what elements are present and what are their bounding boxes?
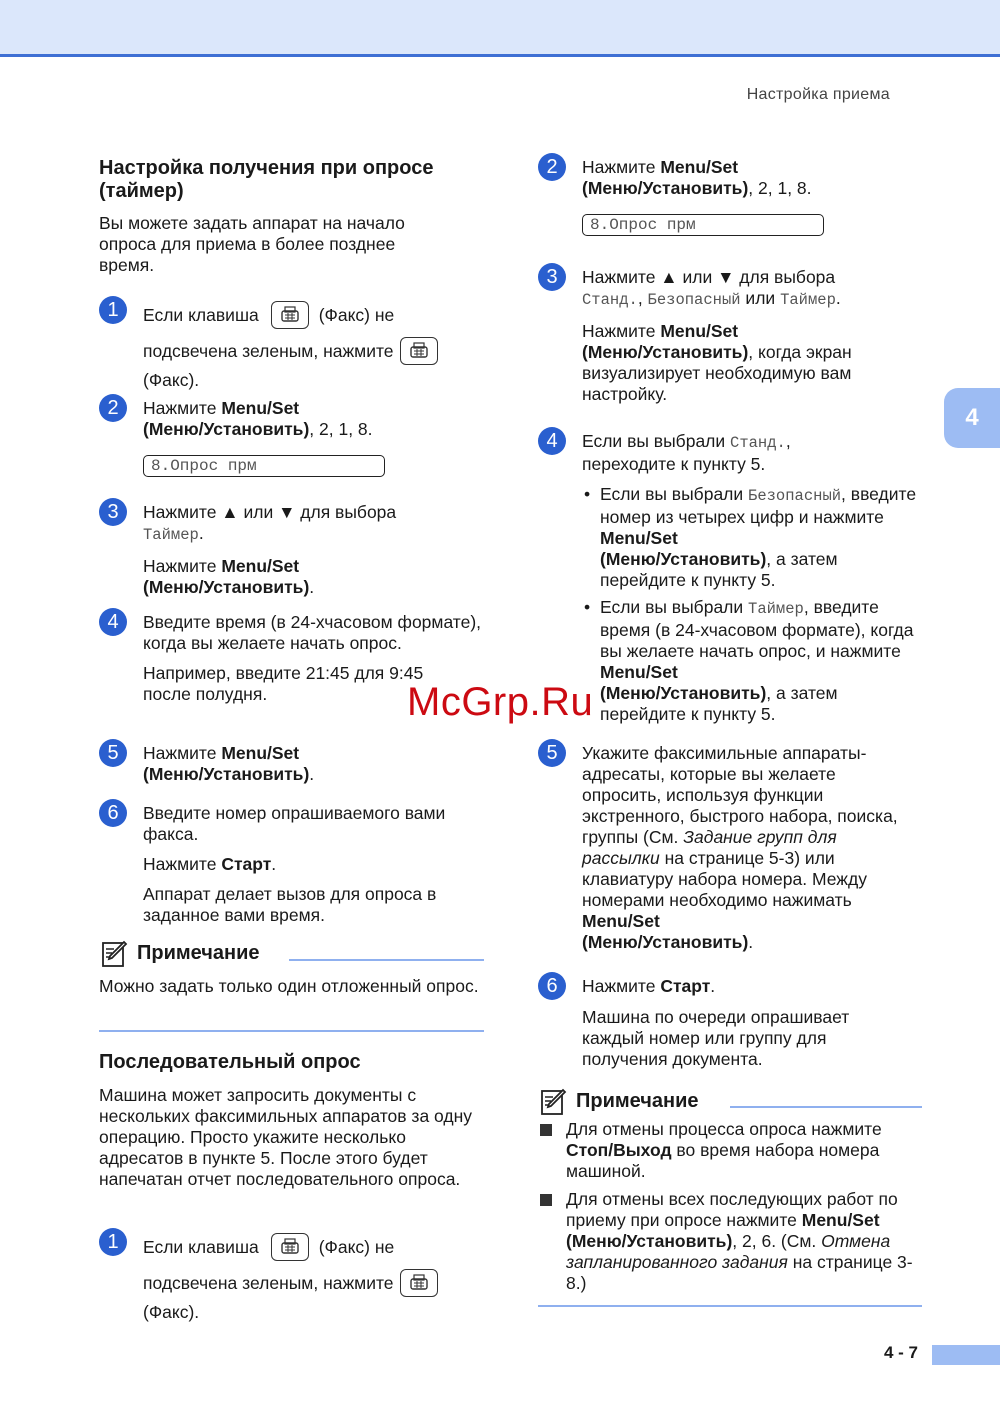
- menu-key-label-ru: (Меню/Установить): [582, 932, 749, 952]
- step-text: Аппарат делает вызов для опроса в заданное вами время.: [143, 884, 437, 925]
- menu-key-label: Menu/Set: [221, 743, 300, 763]
- step-text: Нажмите: [143, 854, 222, 874]
- step-text: Нажмите: [582, 157, 661, 177]
- step-text: (Факс) не: [318, 304, 395, 325]
- cross-reference: Отмена запланированного задания: [566, 1231, 891, 1272]
- menu-key-label: Menu: [221, 398, 268, 418]
- start-key-label: Старт: [660, 976, 711, 996]
- menu-key-label: Menu/Set: [221, 556, 300, 576]
- step-number: 2: [99, 394, 127, 422]
- note-rule: [730, 1106, 922, 1108]
- note-pencil-icon: [540, 1086, 570, 1116]
- section-header: Настройка приема: [746, 86, 890, 103]
- lcd-option: Таймер: [143, 526, 199, 544]
- menu-key-label: Menu/Set: [582, 911, 660, 931]
- menu-key-label-ru: (Меню/Установить): [143, 764, 310, 784]
- lcd-option: Таймер: [748, 600, 804, 618]
- step-text: Машина по очереди опрашивает каждый номер или группу для получения документа.: [582, 1007, 850, 1069]
- separator: ,: [637, 288, 648, 308]
- lcd-option: Безопасный: [748, 487, 842, 505]
- example-text: Например, введите 21:45 для 9:45 после полудня.: [143, 663, 424, 704]
- fax-key-icon: [400, 337, 438, 365]
- step-number: 4: [538, 427, 566, 455]
- bullet-mark: •: [584, 484, 591, 504]
- watermark: McGrp.Ru: [407, 680, 594, 724]
- menu-key-label-ru: (Меню/Установить): [600, 683, 767, 703]
- step-text: , 2, 1, 8.: [748, 178, 812, 198]
- square-bullet: [540, 1194, 552, 1206]
- note-heading: [540, 1086, 699, 1116]
- bullet-text: Если вы выбрали: [600, 484, 749, 504]
- step-text: Укажите факсимильные аппараты-адресаты, которые вы желаете опросить, используя функции экстренного, быстрого набора, поиска, группы (См.: [582, 743, 898, 847]
- square-bullet: [540, 1124, 552, 1136]
- page-number: 4 - 7: [884, 1343, 919, 1362]
- separator: /: [267, 398, 272, 418]
- step-number: 5: [538, 739, 566, 767]
- step-number: 5: [99, 739, 127, 767]
- step-number: 1: [99, 1228, 127, 1256]
- lcd-option: Безопасный: [647, 291, 741, 309]
- note-item: [566, 1189, 926, 1294]
- note-pencil-icon: [101, 938, 131, 968]
- fax-key-icon: [271, 1233, 309, 1261]
- intro-text-sequential: Машина может запросить документы с нескольких факсимильных аппаратов за одну операцию. Просто укажите несколько адресатов в пункте 5. После этого будет напечатан отчет последовательного опроса.: [99, 1085, 473, 1189]
- step-text: Нажмите: [143, 398, 222, 418]
- step-text: Нажмите: [143, 743, 222, 763]
- step-text: подсвечена зеленым, нажмите: [143, 1272, 394, 1293]
- chapter-tab: 4: [944, 388, 1000, 448]
- bullet-text: , а затем перейдите к пункту 5.: [600, 549, 838, 590]
- note-text: Можно задать только один отложенный опрос.: [99, 976, 479, 996]
- section-title-timer: Настройка получения при опросе (таймер): [99, 157, 434, 202]
- note-rule-bottom: [99, 1030, 484, 1032]
- lcd-option: Станд.: [730, 434, 786, 452]
- step-text: , переходите к пункту 5.: [582, 431, 791, 474]
- fax-key-icon: [400, 1269, 438, 1297]
- menu-key-label-ru: (Меню/Установить): [143, 419, 310, 439]
- note-rule: [289, 959, 484, 961]
- step-text: (Факс).: [143, 370, 200, 390]
- step-number: 6: [99, 799, 127, 827]
- step-text: Нажмите: [143, 556, 222, 576]
- note-label: Примечание: [576, 1089, 699, 1112]
- note-text: , 2, 6. (См.: [732, 1231, 822, 1251]
- step-text: , когда экран визуализирует необходимую вам настройку.: [582, 342, 852, 404]
- bullet-text: , введите время (в 24-хчасовом формате), когда вы желаете начать опрос, и нажмите: [600, 597, 914, 661]
- note-rule-bottom: [538, 1305, 922, 1307]
- set-key-label: Set: [271, 398, 300, 418]
- step-text: .: [198, 523, 204, 543]
- menu-key-label-ru: (Меню/Установить): [582, 342, 749, 362]
- separator: или: [740, 288, 781, 308]
- step-text: (Факс).: [143, 1302, 200, 1322]
- bullet-mark: •: [584, 597, 591, 617]
- note-label: Примечание: [137, 941, 260, 964]
- step-text: .: [309, 577, 315, 597]
- fax-key-icon: [271, 301, 309, 329]
- note-text: Для отмены всех последующих работ по приему при опросе нажмите: [566, 1189, 898, 1230]
- step-number: 1: [99, 296, 127, 324]
- step-text: Если клавиша: [143, 1236, 259, 1257]
- note-heading: [101, 938, 260, 968]
- step-text: на странице 5-3) или клавиатуру набора номера. Между номерами необходимо нажимать: [582, 848, 867, 910]
- note-text: на странице 3-8.): [566, 1252, 913, 1293]
- step-text: Нажмите: [582, 976, 661, 996]
- menu-key-label-ru: (Меню/Установить): [143, 577, 310, 597]
- step-text: Введите время (в 24-хчасовом формате), когда вы желаете начать опрос.: [143, 612, 482, 653]
- footer-bar: [932, 1345, 1000, 1365]
- intro-text: Вы можете задать аппарат на начало опроса для приема в более позднее время.: [99, 213, 405, 275]
- step-text: .: [748, 932, 754, 952]
- step-text: Если вы выбрали: [582, 431, 731, 451]
- section-title-sequential: Последовательный опрос: [99, 1051, 361, 1073]
- bullet-text: Если вы выбрали: [600, 597, 749, 617]
- start-key-label: Старт: [221, 854, 272, 874]
- step-number: 3: [538, 263, 566, 291]
- cross-reference: Задание групп для рассылки: [582, 827, 837, 868]
- menu-key-label-ru: (Меню/Установить): [600, 549, 767, 569]
- lcd-display: 8.Опрос прм: [143, 455, 385, 477]
- step-text: Нажмите ▲ или ▼ для выбора: [143, 502, 397, 522]
- lcd-option: Станд.: [582, 291, 638, 309]
- lcd-option: Таймер: [780, 291, 836, 309]
- menu-key-label: Menu/Set: [660, 157, 739, 177]
- lcd-display: 8.Опрос прм: [582, 214, 824, 236]
- step-text: .: [309, 764, 315, 784]
- step-number: 6: [538, 972, 566, 1000]
- step-number: 4: [99, 608, 127, 636]
- step-number: 3: [99, 498, 127, 526]
- note-text: Для отмены процесса опроса нажмите: [566, 1119, 882, 1139]
- bullet-text: , а затем перейдите к пункту 5.: [600, 683, 838, 724]
- step-number: 2: [538, 153, 566, 181]
- step-text: Если клавиша: [143, 304, 259, 325]
- step-text: (Факс) не: [318, 1236, 395, 1257]
- menu-key-label: Menu/Set (Меню/Установить): [566, 1210, 880, 1251]
- bullet-text: , введите номер из четырех цифр и нажмите: [600, 484, 917, 527]
- menu-key-label-ru: (Меню/Установить): [582, 178, 749, 198]
- step-text: .: [271, 854, 277, 874]
- top-banner: [0, 0, 1000, 57]
- menu-key-label: Menu/Set: [660, 321, 739, 341]
- menu-key-label: Menu/Set: [600, 662, 678, 682]
- step-text: .: [710, 976, 716, 996]
- menu-key-label: Menu/Set: [600, 528, 678, 548]
- note-text: во время набора номера машиной.: [566, 1140, 880, 1181]
- step-text: подсвечена зеленым, нажмите: [143, 340, 394, 361]
- step-text: Нажмите: [582, 321, 661, 341]
- step-text: Нажмите ▲ или ▼ для выбора: [582, 267, 836, 287]
- step-text: Введите номер опрашиваемого вами факса.: [143, 803, 446, 844]
- stop-key-label: Стоп/Выход: [566, 1140, 672, 1160]
- step-text: .: [835, 288, 841, 308]
- step-text: , 2, 1, 8.: [309, 419, 373, 439]
- note-item: [566, 1119, 926, 1182]
